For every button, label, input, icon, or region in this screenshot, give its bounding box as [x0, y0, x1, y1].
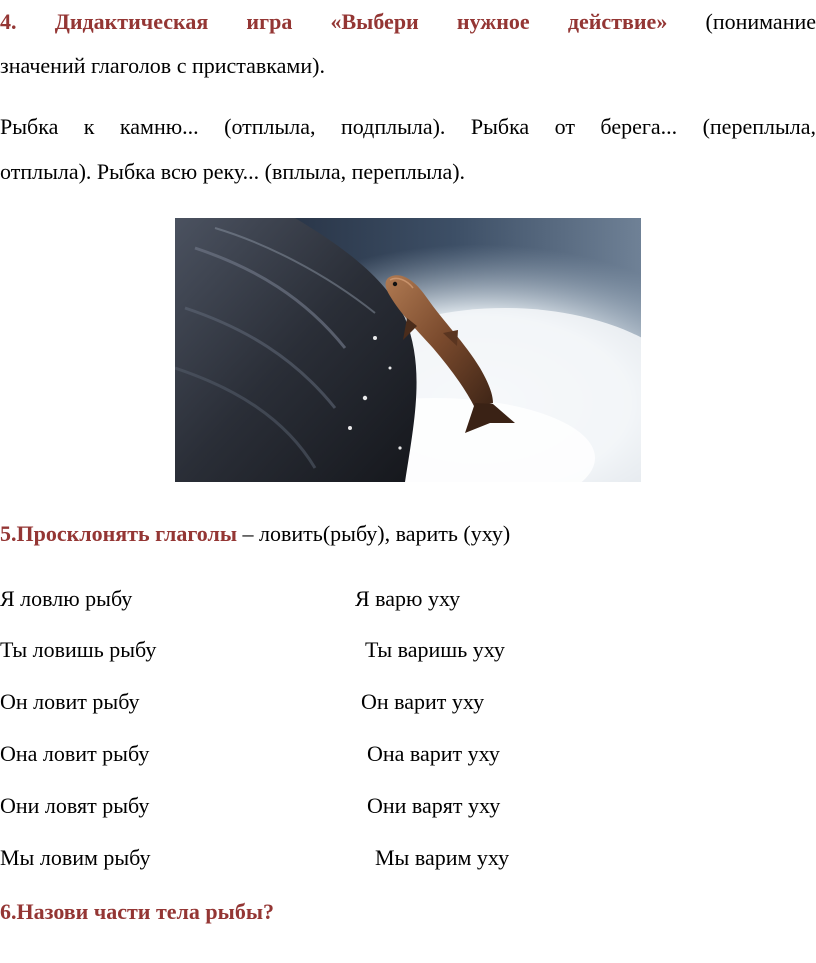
section6-heading [0, 898, 274, 926]
section4-heading-line [0, 8, 816, 36]
exercise-line-2: отплыла). Рыбка всю реку... (вплыла, переплыла). [0, 159, 466, 184]
conjugation-left: Она ловит рыбу [0, 741, 150, 766]
conjugation-left: Они ловят рыбу [0, 793, 150, 818]
conjugation-right: Он варит уху [361, 689, 485, 714]
exercise-line-1: Рыбка к камню... (отплыла, подплыла). Рыбка от берега... (переплыла, [0, 114, 816, 139]
conjugation-right: Я варю уху [355, 586, 461, 611]
conjugation-right: Мы варим уху [375, 845, 510, 870]
conjugation-row [0, 688, 816, 718]
section4-note-open: (понимание [705, 9, 816, 34]
section6-title: 6.Назови части тела рыбы? [0, 899, 274, 924]
salmon-leaping-photo [175, 218, 641, 482]
section5-verbs: – ловить(рыбу), варить (уху) [237, 521, 511, 546]
section4-title: Дидактическая игра «Выбери нужное действие» [54, 9, 668, 34]
conjugation-right: Она варит уху [367, 741, 500, 766]
conjugation-row [0, 585, 816, 615]
conjugation-left: Он ловит рыбу [0, 689, 140, 714]
section5-heading-line [0, 520, 510, 548]
salmon-photo-drawing [175, 218, 641, 482]
section4-note-continuation: значений глаголов с приставками). [0, 53, 325, 78]
conjugation-right: Ты варишь уху [365, 637, 505, 662]
conjugation-left: Я ловлю рыбу [0, 586, 133, 611]
conjugation-row [0, 844, 816, 874]
conjugation-row [0, 740, 816, 770]
conjugation-row [0, 636, 816, 666]
conjugation-right: Они варят уху [367, 793, 501, 818]
conjugation-left: Ты ловишь рыбу [0, 637, 157, 662]
conjugation-row [0, 792, 816, 822]
section4-number: 4. [0, 9, 17, 34]
conjugation-left: Мы ловим рыбу [0, 845, 151, 870]
section5-title: 5.Просклонять глаголы [0, 521, 238, 546]
